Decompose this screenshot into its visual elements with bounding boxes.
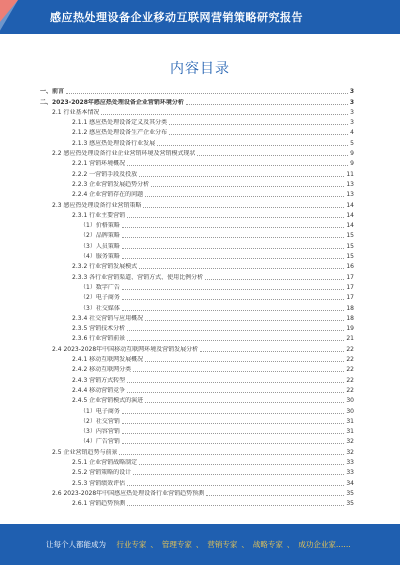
toc-title: 内容目录	[170, 61, 230, 77]
toc-entry-label: 2.4.3 营销方式转型	[72, 376, 126, 384]
toc-entry[interactable]	[40, 96, 354, 106]
toc-entry-label: 2.2.4 企业营销存在的问题	[72, 191, 144, 199]
toc-entry-label: （4）服务策略	[80, 253, 120, 261]
toc-entry[interactable]	[40, 333, 354, 343]
toc-entry-page: 14	[346, 201, 354, 209]
toc-entry-label: 2.1.2 感应热处理设备生产企业分布	[72, 129, 168, 137]
toc-entry[interactable]	[40, 405, 354, 415]
toc-entry-page: 32	[346, 438, 354, 446]
toc-entry-page: 4	[350, 129, 354, 137]
toc-leader-dots	[122, 258, 345, 259]
toc-entry-page: 17	[346, 283, 354, 291]
toc-entry-page: 14	[346, 211, 354, 219]
toc-entry[interactable]	[40, 168, 354, 178]
toc-entry-page: 33	[346, 458, 354, 466]
toc-entry[interactable]	[40, 127, 354, 137]
toc-entry-label: （4）广告营销	[80, 438, 120, 446]
toc-leader-dots	[122, 423, 345, 424]
toc-entry-label: （2）电子商务	[80, 294, 120, 302]
toc-leader-dots	[122, 289, 345, 290]
toc-entry-page: 13	[346, 191, 354, 199]
toc-entry-page: 15	[346, 253, 354, 261]
toc-entry-page: 30	[346, 397, 354, 405]
footer-lead: 让每个人都能成为	[46, 540, 106, 549]
toc-entry-label: 2.2.3 企业营销发展趋势分析	[72, 180, 150, 188]
toc-entry-page: 32	[346, 448, 354, 456]
toc-entry-label: （1）价格策略	[80, 222, 120, 230]
toc-entry[interactable]	[40, 436, 354, 446]
toc-leader-dots	[122, 433, 345, 434]
footer-slogan	[46, 539, 351, 550]
toc-entry-page: 5	[350, 139, 354, 147]
toc-entry-page: 17	[346, 294, 354, 302]
toc-entry-label: （3）内容营销	[80, 428, 120, 436]
toc-entry[interactable]	[40, 230, 354, 240]
toc-entry[interactable]	[40, 117, 354, 127]
toc-entry-label: 2.4.5 企业营销模式的演进	[72, 397, 144, 405]
toc-entry-label: 2.4.1 移动互联网发展概况	[72, 356, 144, 364]
toc-entry-label: 2.6 2023-2028年中国感应热处理设备行业营销趋势预测	[52, 489, 205, 497]
toc-entry[interactable]	[40, 220, 354, 230]
toc-leader-dots	[127, 382, 344, 383]
toc-entry[interactable]	[40, 488, 354, 498]
toc-entry[interactable]	[40, 457, 354, 467]
toc-entry-page: 3	[350, 108, 354, 116]
toc-entry[interactable]	[40, 364, 354, 374]
toc-entry-label: 二、2023-2028年感应热处理设备企业营销环境分析	[40, 98, 184, 106]
toc-leader-dots	[122, 248, 345, 249]
footer-banner	[0, 524, 400, 565]
toc-entry-page: 22	[346, 345, 354, 353]
toc-entry[interactable]	[40, 261, 354, 271]
toc-entry-page: 30	[346, 407, 354, 415]
toc-entry-label: 2.1 行业基本情况	[52, 108, 100, 116]
header-banner	[0, 0, 400, 34]
toc-entry[interactable]	[40, 251, 354, 261]
toc-entry-label: 2.4 2023-2028年中国移动互联网环境及营销发展分析	[52, 345, 199, 353]
toc-entry-page: 13	[346, 180, 354, 188]
toc-entry[interactable]	[40, 158, 354, 168]
toc-entry[interactable]	[40, 416, 354, 426]
toc-leader-dots	[133, 474, 344, 475]
toc-entry-page: 15	[346, 242, 354, 250]
footer-role: 成功企业家……	[298, 540, 351, 549]
toc-entry-page: 3	[350, 119, 354, 127]
toc-leader-dots	[151, 186, 344, 187]
footer-role: 营销专家	[207, 540, 238, 549]
toc-entry-page: 22	[346, 386, 354, 394]
toc-entry[interactable]	[40, 446, 354, 456]
toc-leader-dots	[127, 392, 344, 393]
toc-leader-dots	[122, 227, 345, 228]
toc-leader-dots	[145, 361, 344, 362]
toc-leader-dots	[122, 237, 345, 238]
toc-entry-page: 17	[346, 273, 354, 281]
toc-entry-label: 2.2 感应热处理设备行业企业营销环境及营销模式现状	[52, 150, 196, 158]
toc-entry-label: （1）电子商务	[80, 407, 120, 415]
toc-entry[interactable]	[40, 271, 354, 281]
toc-entry-page: 22	[346, 356, 354, 364]
toc-entry-page: 18	[346, 304, 354, 312]
toc-entry-label: 2.3.1 行业主要营销	[72, 211, 126, 219]
toc-entry-label: 2.3.2 行业营销发展模式	[72, 263, 138, 271]
toc-entry-label: 2.4.2 移动互联网分类	[72, 366, 132, 374]
toc-entry[interactable]	[40, 292, 354, 302]
toc-entry-label: 2.2.1 营销环境概况	[72, 160, 126, 168]
toc-entry-page: 31	[346, 417, 354, 425]
toc-entry-label: （2）品牌策略	[80, 232, 120, 240]
toc-leader-dots	[143, 207, 344, 208]
toc-leader-dots	[122, 443, 345, 444]
toc-leader-dots	[139, 464, 344, 465]
toc-leader-dots	[127, 340, 344, 341]
toc-entry-page: 21	[346, 335, 354, 343]
toc-entry-page: 9	[350, 150, 354, 158]
toc-entry[interactable]	[40, 395, 354, 405]
toc-entry-label: （3）社交媒体	[80, 304, 120, 312]
table-of-contents	[40, 86, 354, 508]
toc-entry[interactable]	[40, 86, 354, 96]
toc-entry-page: 11	[346, 170, 354, 178]
toc-leader-dots	[119, 454, 344, 455]
toc-entry-label: 2.1.1 感应热处理设备定义及其分类	[72, 119, 168, 127]
toc-leader-dots	[127, 330, 344, 331]
toc-leader-dots	[186, 104, 348, 105]
toc-entry[interactable]	[40, 282, 354, 292]
footer-role: 管理专家	[161, 540, 192, 549]
toc-leader-dots	[145, 320, 344, 321]
toc-leader-dots	[122, 413, 345, 414]
toc-entry-page: 16	[346, 263, 354, 271]
toc-leader-dots	[127, 505, 344, 506]
toc-entry-label: 2.6.1 营销趋势预测	[72, 500, 126, 508]
toc-entry-page: 9	[350, 160, 354, 168]
toc-entry[interactable]	[40, 148, 354, 158]
toc-leader-dots	[197, 155, 348, 156]
toc-entry-label: 2.5.1 企业营销战略制定	[72, 458, 138, 466]
toc-entry[interactable]	[40, 477, 354, 487]
footer-role: 行业专家	[116, 540, 147, 549]
toc-entry[interactable]	[40, 210, 354, 220]
toc-entry[interactable]	[40, 354, 354, 364]
toc-entry[interactable]	[40, 498, 354, 508]
toc-entry-page: 31	[346, 428, 354, 436]
toc-entry[interactable]	[40, 467, 354, 477]
toc-entry-page: 18	[346, 314, 354, 322]
toc-entry-label: 2.4.4 移动营销竞争	[72, 386, 126, 394]
toc-entry-page: 3	[349, 98, 354, 106]
toc-entry-page: 35	[346, 500, 354, 508]
toc-leader-dots	[145, 196, 344, 197]
toc-entry[interactable]	[40, 137, 354, 147]
toc-entry-page: 22	[346, 366, 354, 374]
toc-entry[interactable]	[40, 240, 354, 250]
report-title: 感应热处理设备企业移动互联网营销策略研究报告	[50, 11, 303, 24]
toc-entry[interactable]	[40, 189, 354, 199]
footer-role: 战略专家	[252, 540, 283, 549]
toc-entry-page: 14	[346, 222, 354, 230]
toc-leader-dots	[127, 217, 344, 218]
toc-leader-dots	[127, 485, 344, 486]
toc-entry[interactable]	[40, 199, 354, 209]
toc-entry-label: 2.3.6 行业营销前景	[72, 335, 126, 343]
toc-entry-label: 2.3 感应热处理设备行业营销策略	[52, 201, 142, 209]
toc-entry-label: 一、前言	[40, 88, 65, 96]
toc-leader-dots	[157, 145, 348, 146]
toc-leader-dots	[101, 114, 348, 115]
toc-leader-dots	[205, 279, 344, 280]
toc-entry-label: 2.2.2 一营销手段及投放	[72, 170, 138, 178]
toc-entry[interactable]	[40, 343, 354, 353]
toc-entry[interactable]	[40, 323, 354, 333]
footer-roles: 行业专家 、 管理专家 、 营销专家 、 战略专家 、 成功企业家……	[116, 540, 351, 549]
toc-entry-page: 35	[346, 489, 354, 497]
toc-entry-label: 2.5.2 营销策略的设计	[72, 469, 132, 477]
toc-entry-label: 2.3.5 营销技术分析	[72, 325, 126, 333]
toc-entry[interactable]	[40, 302, 354, 312]
toc-entry-label: （2）社交营销	[80, 417, 120, 425]
toc-leader-dots	[133, 371, 344, 372]
toc-entry-label: （3）人员策略	[80, 242, 120, 250]
toc-leader-dots	[200, 351, 344, 352]
toc-entry-page: 33	[346, 469, 354, 477]
toc-entry[interactable]	[40, 313, 354, 323]
toc-leader-dots	[127, 165, 348, 166]
toc-entry[interactable]	[40, 385, 354, 395]
toc-leader-dots	[139, 268, 344, 269]
toc-leader-dots	[169, 124, 348, 125]
toc-leader-dots	[122, 310, 345, 311]
toc-entry[interactable]	[40, 374, 354, 384]
toc-leader-dots	[206, 495, 344, 496]
toc-entry[interactable]	[40, 426, 354, 436]
toc-entry-page: 3	[349, 88, 354, 96]
toc-entry-label: 2.1.3 感应热处理设备行业发展	[72, 139, 156, 147]
toc-entry-page: 15	[346, 232, 354, 240]
toc-entry-label: 2.5 企业营销趋势与前景	[52, 448, 118, 456]
toc-entry-label: 2.3.4 社交营销与应用概况	[72, 314, 144, 322]
toc-leader-dots	[122, 299, 345, 300]
toc-entry-page: 22	[346, 376, 354, 384]
header-accent-light	[0, 0, 18, 34]
toc-entry-page: 34	[346, 479, 354, 487]
toc-entry[interactable]	[40, 179, 354, 189]
toc-entry[interactable]	[40, 107, 354, 117]
toc-leader-dots	[66, 93, 348, 94]
toc-entry-label: （1）数字广告	[80, 283, 120, 291]
toc-entry-page: 19	[346, 325, 354, 333]
toc-leader-dots	[145, 402, 344, 403]
toc-entry-label: 2.5.3 营销绩效评估	[72, 479, 126, 487]
toc-leader-dots	[169, 134, 348, 135]
toc-entry-label: 2.3.3 各行业营销渠道、营销方式、使用比例分析	[72, 273, 204, 281]
toc-leader-dots	[139, 176, 344, 177]
